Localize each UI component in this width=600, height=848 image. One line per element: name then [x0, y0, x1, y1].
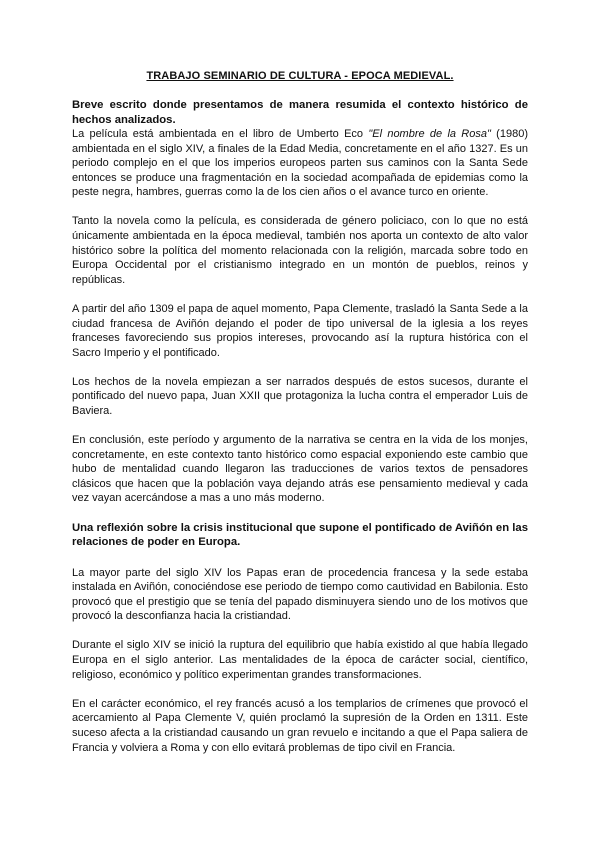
paragraph-text: La película está ambientada en el libro de Umberto Eco — [72, 128, 369, 140]
paragraph-avignon-move: A partir del año 1309 el papa de aquel momento, Papa Clemente, trasladó la Santa Sede a la ciudad francesa de Aviñón dejando el poder de tipo universal de la iglesia a los reyes franceses favoreciendo sus propios intereses, provocando así la ruptura histórica con el Sacro Imperio y el pontificado. — [72, 302, 528, 359]
paragraph-novel-events: Los hechos de la novela empiezan a ser narrados después de estos sucesos, durante el pontificado del nuevo papa, Juan XXII que protagoniza la lucha contra el emperador Luis de Baviera. — [72, 375, 528, 417]
paragraph-xiv-century: Durante el siglo XIV se inició la ruptura del equilibrio que había existido al que había llegado Europa en el siglo anterior. Las mentalidades de la época de carácter social, científico, religioso, económico y político experimentan grandes transformaciones. — [72, 639, 528, 681]
paragraph-text: (1980) ambientada en el siglo XIV, a finales de la Edad Media, concretamente en el año 1327. Es un periodo complejo en el que los imperios europeos parten sus caminos con la Santa Sede entonces se produce una fragmentación en la sociedad acompañada de epidemias como la peste negra, hambres, guerras como la de los cien años o el avance turco en oriente. — [72, 128, 528, 199]
paragraph-french-popes: La mayor parte del siglo XIV los Papas eran de procedencia francesa y la sede estaba instalada en Aviñón, conociéndose ese periodo de tiempo como cautividad en Babilonia. Esto provocó que el prestigio que se tenía del papado disminuyera siendo uno de los motivos que provocó la desconfianza hacia la cristiandad. — [72, 566, 528, 623]
book-title: "El nombre de la Rosa" — [368, 128, 491, 140]
paragraph-film-context — [72, 127, 528, 200]
paragraph-genre: Tanto la novela como la película, es considerada de género policiaco, con lo que no está únicamente ambientada en la época medieval, también nos aporta un contexto de alto valor histórico sobre la política del momento relacionada con la religión, marcada sobre todo en Europa Occidental por el cristianismo integrado en un montón de pueblos, reinos y repúblicas. — [72, 215, 528, 286]
section-heading-context: Breve escrito donde presentamos de manera resumida el contexto histórico de hechos analizados. — [72, 99, 528, 126]
section-heading-reflection: Una reflexión sobre la crisis institucional que supone el pontificado de Aviñón en las relaciones de poder en Europa. — [72, 521, 528, 549]
paragraph-templars: En el carácter económico, el rey francés acusó a los templarios de crímenes que provocó el acercamiento al Papa Clemente V, quién proclamó la supresión de la Orden en 1311. Este suceso afecta a la cristiandad causando un gran revuelo e incitando a que el Papa saliera de Francia y volviera a Roma y con ello evitará problemas de tipo civil en Francia. — [72, 697, 528, 754]
document-title: TRABAJO SEMINARIO DE CULTURA - EPOCA MEDIEVAL. — [146, 70, 454, 82]
paragraph-conclusion: En conclusión, este período y argumento de la narrativa se centra en la vida de los monjes, concretamente, en este contexto tanto histórico como espacial exponiendo este cambio que hubo de mentalidad cuando llegaron las traducciones de varios textos de pensadores clásicos que hacen que la población vaya dejando atrás ese pensamiento medieval y cada vez vayan acercándose a mas a uno más moderno. — [72, 434, 528, 505]
